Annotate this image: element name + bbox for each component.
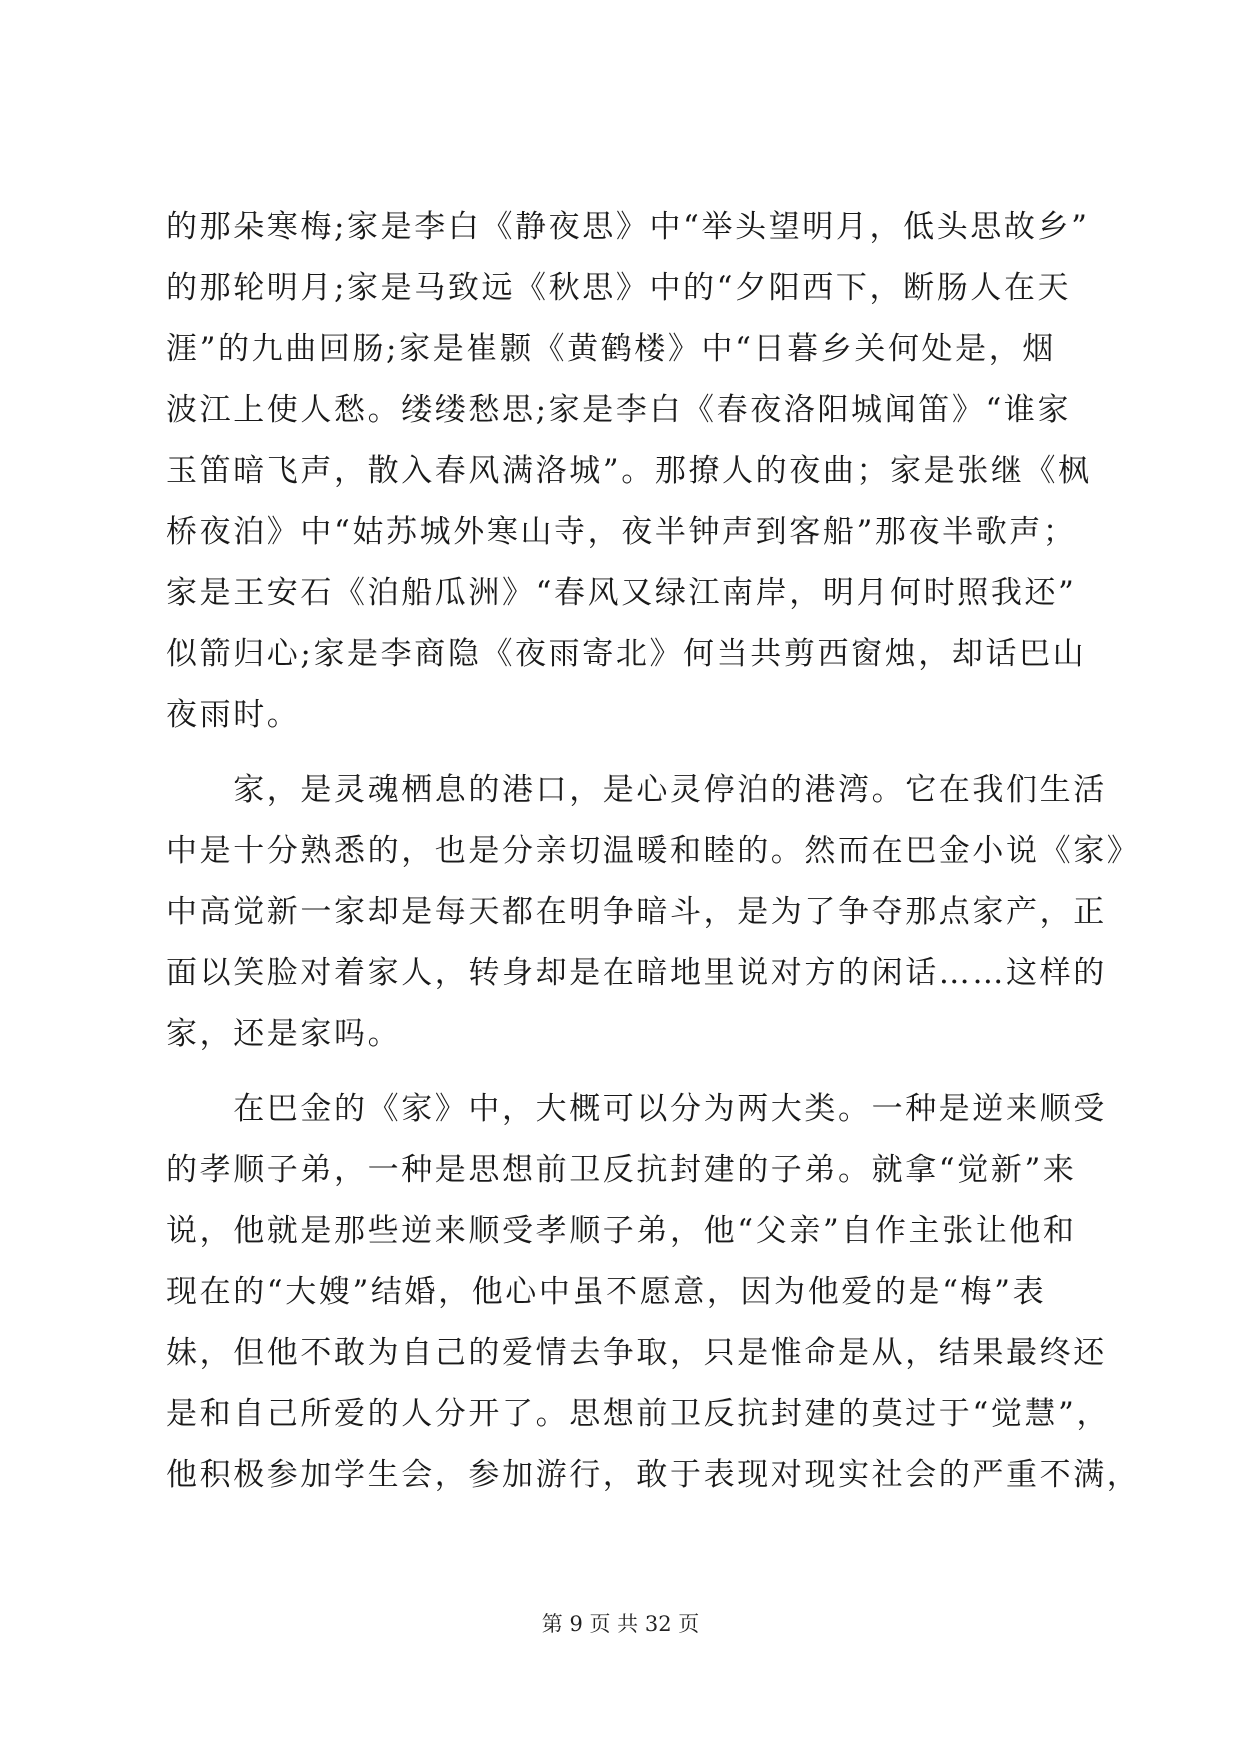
body-text [166,197,1141,1506]
paragraph [166,1079,1141,1506]
text-line: 的那朵寒梅;家是李白《静夜思》中“举头望明月，低头思故乡” [166,209,1090,245]
text-line: 面以笑脸对着家人，转身却是在暗地里说对方的闲话……这样的 [166,955,1107,991]
text-line: 的那轮明月;家是马致远《秋思》中的“夕阳西下，断肠人在天 [166,270,1072,306]
text-line: 家，是灵魂栖息的港口，是心灵停泊的港湾。它在我们生活 [166,772,1107,808]
text-line: 中是十分熟悉的，也是分亲切温暖和睦的。然而在巴金小说《家》 [166,833,1141,869]
text-line: 的孝顺子弟，一种是思想前卫反抗封建的子弟。就拿“觉新”来 [166,1152,1077,1188]
text-line: 玉笛暗飞声，散入春风满洛城”。那撩人的夜曲；家是张继《枫 [166,453,1092,489]
text-line: 他积极参加学生会，参加游行，敢于表现对现实社会的严重不满， [166,1457,1141,1493]
text-line: 是和自己所爱的人分开了。思想前卫反抗封建的莫过于“觉慧”， [166,1396,1111,1432]
text-line: 中高觉新一家却是每天都在明争暗斗，是为了争夺那点家产，正 [166,894,1107,930]
paragraph [166,197,1092,746]
paragraph-spacing [166,746,1076,760]
text-line: 现在的“大嫂”结婚，他心中虽不愿意，因为他爱的是“梅”表 [166,1274,1047,1310]
text-line: 波江上使人愁。缕缕愁思;家是李白《春夜洛阳城闻笛》“谁家 [166,392,1072,428]
page-footer [0,1608,1241,1638]
paragraph [166,760,1141,1065]
text-line: 桥夜泊》中“姑苏城外寒山寺，夜半钟声到客船”那夜半歌声； [166,514,1077,550]
text-line: 家是王安石《泊船瓜洲》“春风又绿江南岸，明月何时照我还” [166,575,1077,611]
text-line: 家，还是家吗。 [166,1016,402,1052]
paragraph-spacing [166,1065,1076,1079]
text-line: 在巴金的《家》中，大概可以分为两大类。一种是逆来顺受 [166,1091,1107,1127]
text-line: 夜雨时。 [166,697,301,733]
text-line: 似箭归心;家是李商隐《夜雨寄北》何当共剪西窗烛，却话巴山 [166,636,1087,672]
text-line: 涯”的九曲回肠;家是崔颢《黄鹤楼》中“日暮乡关何处是，烟 [166,331,1056,367]
page-number: 第 9 页 共 32 页 [541,1612,700,1636]
text-line: 妹，但他不敢为自己的爱情去争取，只是惟命是从，结果最终还 [166,1335,1107,1371]
text-line: 说，他就是那些逆来顺受孝顺子弟，他“父亲”自作主张让他和 [166,1213,1077,1249]
